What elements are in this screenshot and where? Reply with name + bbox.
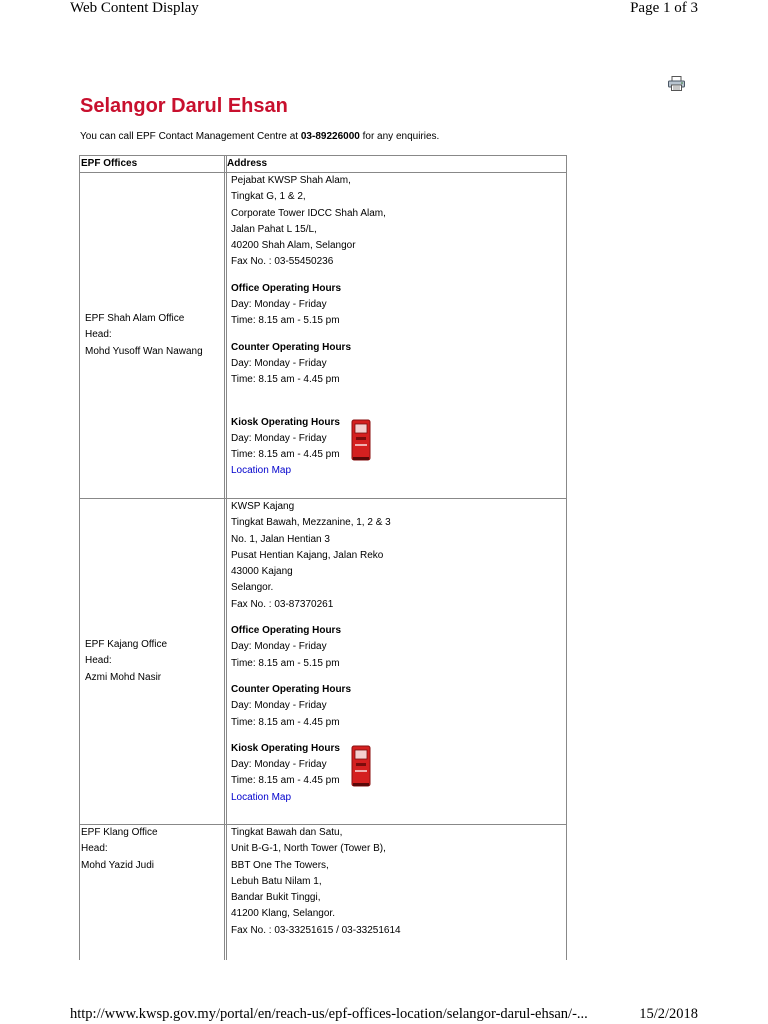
- office-cell-klang: [81, 825, 158, 874]
- office-head-label: Head:: [85, 655, 112, 667]
- counter-hours-heading: Counter Operating Hours: [231, 341, 352, 353]
- office-hours-time: Time: 8.15 am - 5.15 pm: [231, 657, 340, 669]
- kiosk-hours-heading: Kiosk Operating Hours: [231, 416, 340, 428]
- address-line: Lebuh Batu Nilam 1,: [231, 875, 322, 887]
- contact-phone-number: 03-89226000: [300, 131, 360, 142]
- print-header-page-number: Page 1 of 3: [630, 0, 698, 16]
- counter-hours-time: Time: 8.15 am - 4.45 pm: [231, 374, 340, 386]
- office-name: EPF Klang Office: [81, 827, 158, 838]
- office-hours-time: Time: 8.15 am - 5.15 pm: [231, 315, 340, 327]
- counter-hours-heading: Counter Operating Hours: [231, 683, 352, 695]
- address-line: 41200 Klang, Selangor.: [231, 908, 335, 920]
- counter-hours-day: Day: Monday - Friday: [231, 700, 327, 712]
- location-map-link[interactable]: Location Map: [231, 465, 292, 477]
- kiosk-machine-icon: [350, 745, 372, 787]
- address-line: Tingkat Bawah dan Satu,: [231, 827, 343, 838]
- column-header-offices: EPF Offices: [81, 158, 138, 169]
- address-line: BBT One The Towers,: [231, 859, 329, 871]
- office-hours-heading: Office Operating Hours: [231, 282, 342, 294]
- office-head-label: Head:: [81, 843, 108, 855]
- address-line: Selangor.: [231, 582, 274, 594]
- intro-prefix: You can call EPF Contact Management Centre at: [80, 131, 301, 142]
- printer-icon[interactable]: [668, 76, 685, 91]
- address-line: Pejabat KWSP Shah Alam,: [231, 175, 351, 186]
- address-line: No. 1, Jalan Hentian 3: [231, 533, 330, 545]
- column-header-address: Address: [227, 158, 268, 169]
- counter-hours-day: Day: Monday - Friday: [231, 357, 327, 369]
- office-head-label: Head:: [85, 329, 112, 341]
- fax-number: Fax No. : 03-33251615 / 03-33251614: [231, 924, 401, 936]
- print-footer-date: 15/2/2018: [639, 1006, 698, 1022]
- office-hours-heading: Office Operating Hours: [231, 625, 342, 637]
- intro-suffix: for any enquiries.: [359, 131, 440, 142]
- address-line: 40200 Shah Alam, Selangor: [231, 240, 356, 252]
- kiosk-hours-time: Time: 8.15 am - 4.45 pm: [231, 449, 340, 461]
- office-head-name: Mohd Yusoff Wan Nawang: [85, 345, 203, 357]
- address-cell-klang: [231, 825, 401, 939]
- address-line: Bandar Bukit Tinggi,: [231, 892, 321, 904]
- kiosk-hours-time: Time: 8.15 am - 4.45 pm: [231, 775, 340, 787]
- office-hours-day: Day: Monday - Friday: [231, 299, 327, 311]
- counter-hours-time: Time: 8.15 am - 4.45 pm: [231, 716, 340, 728]
- page-title: Selangor Darul Ehsan: [80, 95, 288, 117]
- address-line: Tingkat Bawah, Mezzanine, 1, 2 & 3: [231, 517, 391, 529]
- table-column-divider-inner: [226, 155, 227, 960]
- print-footer-url: http://www.kwsp.gov.my/portal/en/reach-us/epf-offices-location/selangor-darul-ehsan/-...: [70, 1006, 588, 1022]
- office-name: EPF Shah Alam Office: [85, 313, 185, 324]
- fax-number: Fax No. : 03-55450236: [231, 256, 334, 268]
- office-head-name: Azmi Mohd Nasir: [85, 671, 162, 683]
- address-line: Pusat Hentian Kajang, Jalan Reko: [231, 549, 384, 561]
- address-line: 43000 Kajang: [231, 566, 293, 578]
- intro-text: [80, 131, 439, 142]
- kiosk-hours-day: Day: Monday - Friday: [231, 432, 327, 444]
- address-line: Tingkat G, 1 & 2,: [231, 191, 306, 203]
- address-line: Corporate Tower IDCC Shah Alam,: [231, 207, 386, 219]
- address-line: Unit B-G-1, North Tower (Tower B),: [231, 843, 386, 855]
- office-cell-shah-alam: [85, 311, 203, 360]
- address-line: KWSP Kajang: [231, 501, 295, 512]
- kiosk-machine-icon: [350, 419, 372, 461]
- office-cell-kajang: [85, 637, 167, 686]
- print-header-title: Web Content Display: [70, 0, 199, 16]
- kiosk-hours-heading: Kiosk Operating Hours: [231, 742, 340, 754]
- office-hours-day: Day: Monday - Friday: [231, 641, 327, 653]
- office-name: EPF Kajang Office: [85, 639, 168, 650]
- location-map-link[interactable]: Location Map: [231, 791, 292, 803]
- address-line: Jalan Pahat L 15/L,: [231, 223, 317, 235]
- office-head-name: Mohd Yazid Judi: [81, 859, 155, 871]
- fax-number: Fax No. : 03-87370261: [231, 598, 334, 610]
- kiosk-hours-day: Day: Monday - Friday: [231, 759, 327, 771]
- table-column-divider: [224, 155, 225, 960]
